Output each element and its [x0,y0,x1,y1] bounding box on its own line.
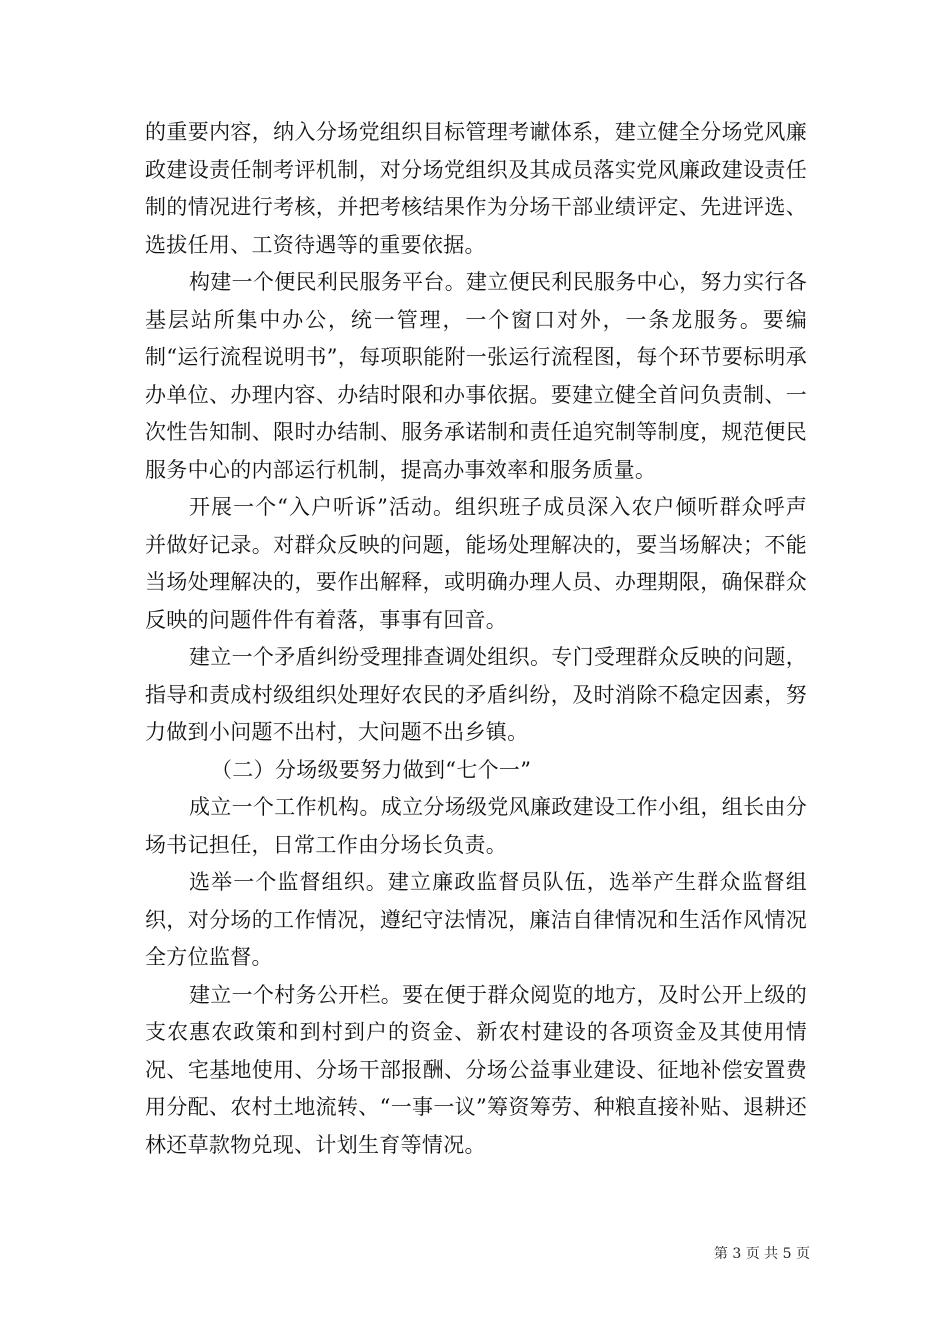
paragraph-service-platform: 构建一个便民利民服务平台。建立便民利民服务中心，努力实行各基层站所集中办公，统一管理，一个窗口对外，一条龙服务。要编制“运行流程说明书”，每项职能附一张运行流程图，每个环节要标明承办单位、办理内容、办结时限和办事依据。要建立健全首问负责制、一次性告知制、限时办结制、服务承诺制和责任追究制等制度，规范便民服务中心的内部运行机制，提高办事效率和服务质量。 [145,270,807,482]
paragraph-household-visits: 开展一个“入户听诉”活动。组织班子成员深入农户倾听群众呼声并做好记录。对群众反映的问题，能场处理解决的，要当场解决；不能当场处理解决的，要作出解释，或明确办理人员、办理期限，确保群众反映的问题件件有着落，事事有回音。 [145,495,807,632]
paragraph-work-organization: 成立一个工作机构。成立分场级党风廉政建设工作小组，组长由分场书记担任，日常工作由分场长负责。 [145,795,807,857]
paragraph-supervision-organization: 选举一个监督组织。建立廉政监督员队伍，选举产生群众监督组织，对分场的工作情况，遵纪守法情况，廉洁自律情况和生活作风情况全方位监督。 [145,870,807,969]
paragraph-village-affairs-board: 建立一个村务公开栏。要在便于群众阅览的地方，及时公开上级的支农惠农政策和到村到户的资金、新农村建设的各项资金及其使用情况、宅基地使用、分场干部报酬、分场公益事业建设、征地补偿安置费用分配、农村土地流转、“一事一议”筹资筹劳、种粮直接补贴、退耕还林还草款物兑现、计划生育等情况。 [145,982,807,1157]
paragraph-dispute-mediation: 建立一个矛盾纠纷受理排查调处组织。专门受理群众反映的问题，指导和责成村级组织处理好农民的矛盾纠纷，及时消除不稳定因素，努力做到小问题不出村，大问题不出乡镇。 [145,645,807,744]
section-subheading: （二）分场级要努力做到“七个一” [211,757,532,782]
paragraph-continuation: 的重要内容，纳入分场党组织目标管理考谳体系，建立健全分场党风廉政建设责任制考评机制，对分场党组织及其成员落实党风廉政建设责任制的情况进行考核，并把考核结果作为分场干部业绩评定、先进评选、选拔任用、工资待遇等的重要依据。 [145,120,807,257]
page-number: 第 3 页 共 5 页 [713,1246,810,1262]
document-body [145,114,807,1164]
